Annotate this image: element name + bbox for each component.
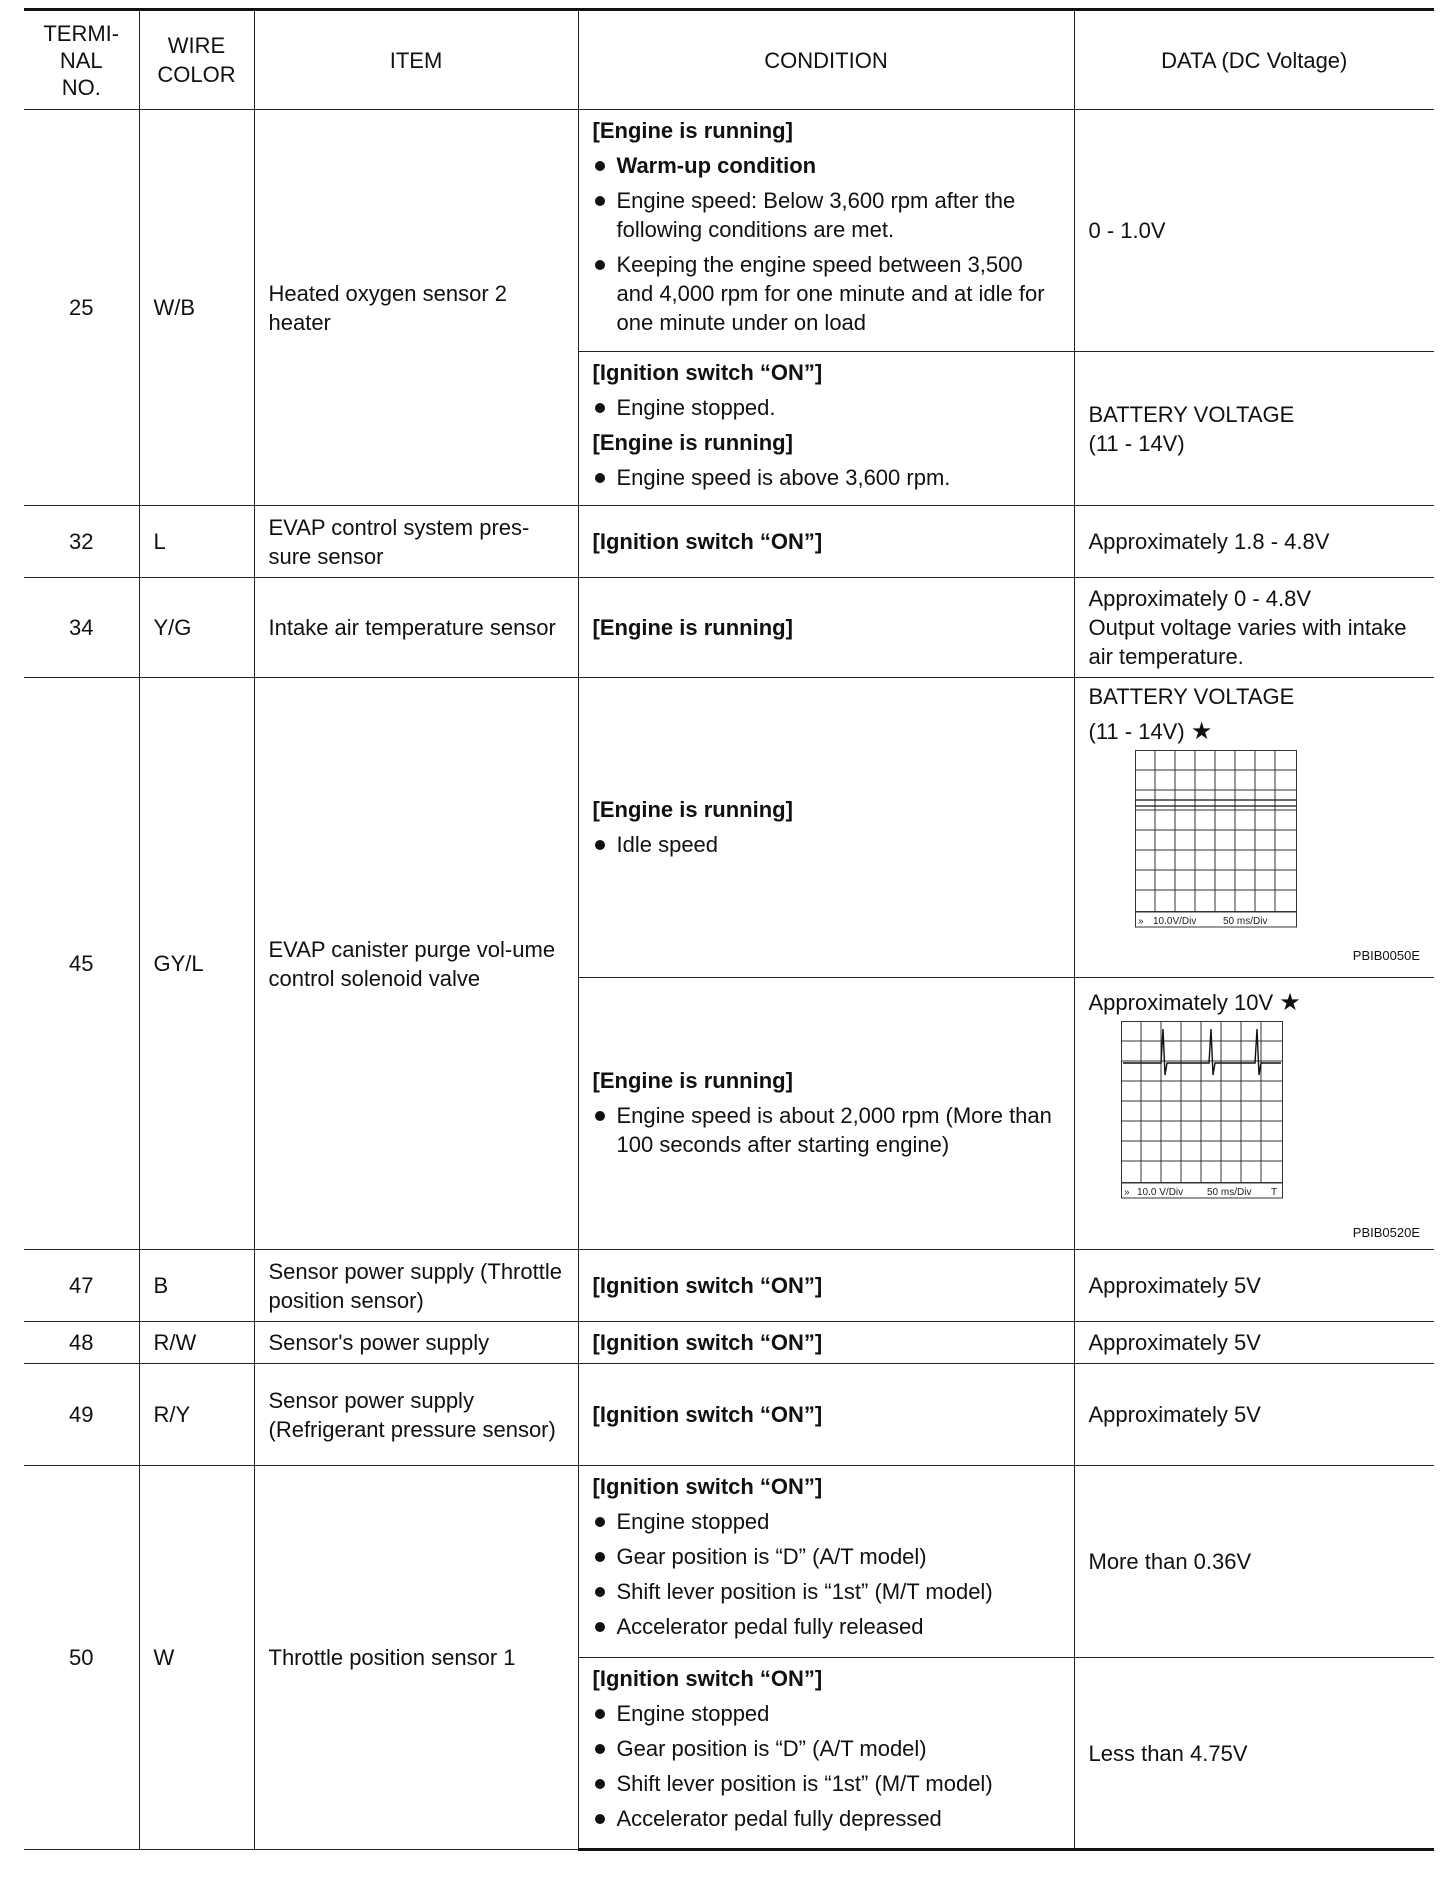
header-item: ITEM [254,10,578,110]
header-terminal: TERMI- NAL NO. [24,10,139,110]
condition-cell: [Ignition switch “ON”] [578,506,1074,578]
wire-color: W [139,1466,254,1850]
data-value: Approximately 10V [1088,990,1274,1015]
item-name: Sensor power supply (Refrigerant pressure sensor) [254,1364,578,1466]
condition-bullet: Engine stopped. [593,393,1060,422]
terminal-data-table [24,8,1434,1851]
item-name: Throttle position sensor 1 [254,1466,578,1850]
condition-bullet: Shift lever position is “1st” (M/T model) [593,1769,1060,1798]
item-name: Intake air temperature sensor [254,578,578,678]
condition-cell: [Ignition switch “ON”] [578,1364,1074,1466]
item-name: EVAP canister purge vol-ume control solenoid valve [254,678,578,1250]
condition-heading: [Ignition switch “ON”] [592,1474,823,1499]
terminal-data-table-sheet [24,8,1434,1851]
data-cell: Approximately 1.8 - 4.8V [1074,506,1434,578]
condition-bullet: Engine speed: Below 3,600 rpm after the following conditions are met. [593,186,1060,244]
table-row [24,1364,1434,1466]
condition-cell [578,978,1074,1250]
waveform-idle-graphic [1135,750,1305,928]
data-cell [1074,578,1434,678]
scope-scale-label: 10.0 V/Div [1136,1187,1183,1198]
item-name: Sensor's power supply [254,1322,578,1364]
wire-color: L [139,506,254,578]
table-row [24,1250,1434,1322]
condition-bullet: Accelerator pedal fully depressed [593,1804,1060,1833]
waveform-2000rpm-graphic [1121,1021,1291,1205]
item-name: EVAP control system pres-sure sensor [254,506,578,578]
table-row [24,506,1434,578]
condition-cell: [Ignition switch “ON”] [578,1250,1074,1322]
condition-cell [578,110,1074,352]
table-row [24,110,1434,352]
condition-bullet: Gear position is “D” (A/T model) [593,1734,1060,1763]
scope-time-label: 50 ms/Div [1206,1187,1251,1198]
scope-time-label: 50 ms/Div [1222,916,1267,927]
table-row [24,1466,1434,1658]
terminal-no: 48 [24,1322,139,1364]
figure-code: PBIB0520E [1352,1225,1420,1240]
data-cell [1074,678,1434,978]
data-cell: 0 - 1.0V [1074,110,1434,352]
data-cell [1074,352,1434,506]
data-value: (11 - 14V) [1088,719,1185,744]
table-row [24,1322,1434,1364]
item-name: Sensor power supply (Throttle position sensor) [254,1250,578,1322]
data-cell: Approximately 5V [1074,1364,1434,1466]
header-data: DATA (DC Voltage) [1074,10,1434,110]
data-cell: Approximately 5V [1074,1322,1434,1364]
item-name: Heated oxygen sensor 2 heater [254,110,578,506]
condition-bullet: Warm-up condition [593,151,1060,180]
condition-bullet: Gear position is “D” (A/T model) [593,1542,1060,1571]
condition-bullet: Shift lever position is “1st” (M/T model) [593,1577,1060,1606]
condition-bullet: Engine stopped [593,1507,1060,1536]
terminal-no: 45 [24,678,139,1250]
condition-bullet: Engine speed is above 3,600 rpm. [593,463,1060,492]
data-cell [1074,978,1434,1250]
condition-bullet: Idle speed [593,830,1060,859]
header-wire-color: WIRE COLOR [139,10,254,110]
terminal-no: 32 [24,506,139,578]
scope-trigger-label: T [1270,1187,1277,1198]
table-row [24,678,1434,978]
condition-heading: [Ignition switch “ON”] [592,1666,823,1691]
header-condition: CONDITION [578,10,1074,110]
wire-color: R/W [139,1322,254,1364]
data-cell: Approximately 5V [1074,1250,1434,1322]
condition-heading: [Engine is running] [592,430,793,455]
wire-color: Y/G [139,578,254,678]
data-cell: More than 0.36V [1074,1466,1434,1658]
terminal-no: 49 [24,1364,139,1466]
condition-heading: [Engine is running] [592,1068,793,1093]
data-value: BATTERY VOLTAGE [1088,684,1295,709]
data-value: (11 - 14V) [1088,430,1185,456]
condition-bullet: Keeping the engine speed between 3,500 and 4,000 rpm for one minute and at idle for one minute under on load [593,250,1060,337]
wire-color: B [139,1250,254,1322]
wire-color: W/B [139,110,254,506]
condition-cell: [Engine is running] [578,578,1074,678]
condition-cell: [Ignition switch “ON”] [578,1322,1074,1364]
scope-marker-icon: » [1123,1187,1130,1198]
header-row [24,10,1434,110]
terminal-no: 34 [24,578,139,678]
star-icon: ★ [1190,718,1213,745]
condition-cell [578,1658,1074,1850]
star-icon: ★ [1279,989,1301,1016]
condition-cell [578,352,1074,506]
data-note: Output voltage varies with intake air temperature. [1088,615,1407,669]
data-value: BATTERY VOLTAGE [1088,401,1295,427]
terminal-no: 47 [24,1250,139,1322]
wire-color: GY/L [139,678,254,1250]
scope-marker-icon: » [1137,916,1144,927]
data-cell: Less than 4.75V [1074,1658,1434,1850]
table-row [24,578,1434,678]
condition-cell [578,678,1074,978]
terminal-no: 25 [24,110,139,506]
condition-heading: [Ignition switch “ON”] [592,360,823,385]
terminal-no: 50 [24,1466,139,1850]
condition-bullet: Accelerator pedal fully released [593,1612,1060,1641]
scope-scale-label: 10.0V/Div [1152,916,1196,927]
wire-color: R/Y [139,1364,254,1466]
condition-heading: [Engine is running] [592,118,793,143]
condition-bullet: Engine stopped [593,1699,1060,1728]
oscilloscope-waveform-1 [1089,746,1421,935]
figure-code: PBIB0050E [1352,948,1420,963]
condition-heading: [Engine is running] [592,796,793,822]
oscilloscope-waveform-2 [1089,1017,1421,1212]
condition-bullet: Engine speed is about 2,000 rpm (More than 100 seconds after starting engine) [593,1101,1060,1159]
data-value: Approximately 0 - 4.8V [1088,586,1312,611]
condition-cell [578,1466,1074,1658]
